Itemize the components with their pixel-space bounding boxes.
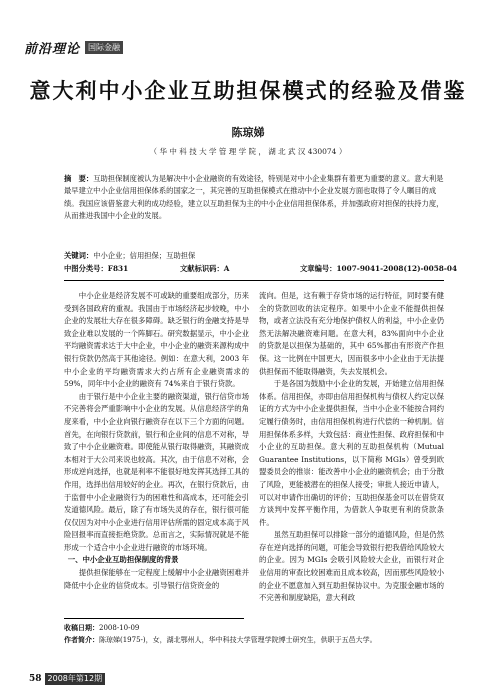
- clc-value: F831: [107, 264, 129, 273]
- keywords: [64, 251, 195, 261]
- doc-value: A: [223, 264, 230, 273]
- divider-top: [64, 280, 444, 281]
- body-column-right: [259, 290, 444, 605]
- article-title: 意大利中小企业互助担保模式的经验及借鉴: [29, 78, 467, 103]
- author-name: 陈琼娣: [231, 126, 265, 139]
- author-bio-text: 陈琼娣(1975-)，女，湖北鄂州人，华中科技大学管理学院博士研究生，供职于五邑大学。: [99, 636, 377, 644]
- received-value: 2008-10-09: [99, 624, 140, 632]
- paragraph: 虽然互助担保可以排除一部分的道德风险，但是仍然存在逆向选择的问题，可能会导致银行把我借给风险较大的企业。因为 MGIs 会吸引风险较大企业，而银行对企业信用的审查比较困难而且成本较高，因而那些风险较小的企业不愿意加入到互助担保协议中。为克服金融市场的不完善和制度缺陷，意大利政: [259, 530, 444, 603]
- doc-label: 文献标识码：: [180, 264, 224, 273]
- abstract-label: 摘 要：: [64, 174, 94, 183]
- author-bio-label: 作者简介：: [64, 635, 99, 644]
- paragraph: 于是各国为鼓励中小企业的发展，开始建立信用担保体系。信用担保，亦即由信用担保机构与债权人约定以保证的方式为中小企业提供担保，当中小企业不能按合同约定履行债务时，由信用担保机构进行代偿的一种机制。信用担保体系多样，大致包括：商业性担保、政府担保和中小企业的互助担保。意大利的互助担保机构（Mutual Guarantee Institutions，以下简称 MGIs）曾受到欧盟委员会的推崇：能改善中小企业的融资机会；由于分散了风险，更能被潜在的担保人接受；审批人接近申请人，可以对申请作出确切的评价；互助担保基金可以在借贷双方谈判中发挥平衡作用，为借款人争取更有利的贷款条件。: [259, 379, 444, 527]
- clc-code: [64, 264, 128, 274]
- footnote-divider: [64, 618, 244, 619]
- section-heading: 一、中小企业互助担保制度的背景: [67, 555, 179, 565]
- clc-label: 中图分类号：: [64, 264, 108, 273]
- keywords-label: 关键词：: [64, 251, 94, 260]
- page-number: 58: [29, 674, 42, 684]
- paragraph: 由于银行是中小企业主要的融资渠道，银行信贷市场不完善将会严重影响中小企业的发展。从信息经济学的角度来看，中小企业向银行融资存在以下三个方面的问题。首先，在向银行贷款前，银行和企业间的信息不对称，导致了中小企业融资难。即使能从银行取得融资，其融资成本相对于大公司来说也较高。其次，由于信息不对称，会形成逆向选择，也就是利率不能很好地发挥其选择工具的作用，选择出信用较好的企业。再次，在银行贷款后，由于监督中小企业融资行为的困难性和高成本，还可能会引发道德风险。最后，除了有市场失灵的存在，银行很可能仅仅因为对中小企业进行信用评估所需的固定成本高于风险回报率而直接拒绝贷款。总而言之，实际情况就是不能形成一个适合中小企业进行融资的市场环境。: [64, 391, 249, 552]
- section-tag: 国际金融: [85, 41, 123, 54]
- article-value: 1007-9041-2008(12)-0058-04: [336, 264, 458, 273]
- journal-logo: 前沿理论: [24, 42, 81, 57]
- abstract: [64, 173, 444, 223]
- article-label: 文章编号：: [300, 264, 337, 273]
- journal-header: [24, 38, 123, 57]
- received-label: 收稿日期：: [64, 623, 99, 632]
- paragraph: 流向。但是，这有赖于存贷市场的运行特征，同时要有健全的贷款回收的法定程序。如果中小企业不能提供担保物，或者立法没有充分地保护债权人的利益，中小企业仍然无法解决融资难问题。在意大利，83%面向中小企业的贷款是以担保为基础的，其中 65%都由有形资产作担保。这一比例在中国更大，因而很多中小企业由于无法提供担保而不能取得融资，失去发展机会。: [259, 291, 444, 376]
- abstract-text: 互助担保制度被认为是解决中小企业融资的有效途径，特别是对中小企业集群有着更为重要的意义。意大利是最早建立中小企业信用担保体系的国家之一，其完善的互助担保模式在推动中小企业发展方面也取得了令人瞩目的成绩。我国应该借鉴意大利的成功经验，建立以互助担保为主的中小企业信用担保体系，并加强政府对担保的扶持力度，从而推进我国中小企业的发展。: [64, 174, 444, 221]
- paragraph: 提供担保能够在一定程度上缓解中小企业融资困难并降低中小企业的信贷成本。引导银行信贷资金的: [64, 568, 249, 590]
- paragraph: 中小企业是经济发展不可或缺的重要组成部分，历来受到各国政府的重视。我国由于市场经济起步较晚，中小企业的发展壮大存在很多障碍。缺乏银行的金融支持是导致企业难以发展的一个阵脚石。研究数据显示，中小企业平均融资需求达于大中企业，中小企业的融资来源构成中银行贷款仍然高于其他途径。例如：在意大利，2003 年中小企业的平均融资需求大约占所有企业融资需求的 59%，同年中小企业的融资有 74%来自于银行贷款。: [64, 291, 249, 389]
- author-affiliation: （ 华 中 科 技 大 学 管 理 学 院 ， 湖 北 武 汉 430074 ）: [149, 147, 347, 156]
- author-bio: [64, 634, 444, 646]
- body-column-left: [64, 290, 249, 592]
- article-number: [300, 264, 457, 274]
- document-code: [180, 264, 229, 274]
- page-footer: [29, 673, 105, 685]
- footnote: [64, 622, 444, 646]
- received-date: [64, 622, 444, 634]
- keywords-text: 中小企业；信用担保；互助担保: [93, 251, 196, 260]
- issue-label: 2008年第12期: [45, 673, 106, 685]
